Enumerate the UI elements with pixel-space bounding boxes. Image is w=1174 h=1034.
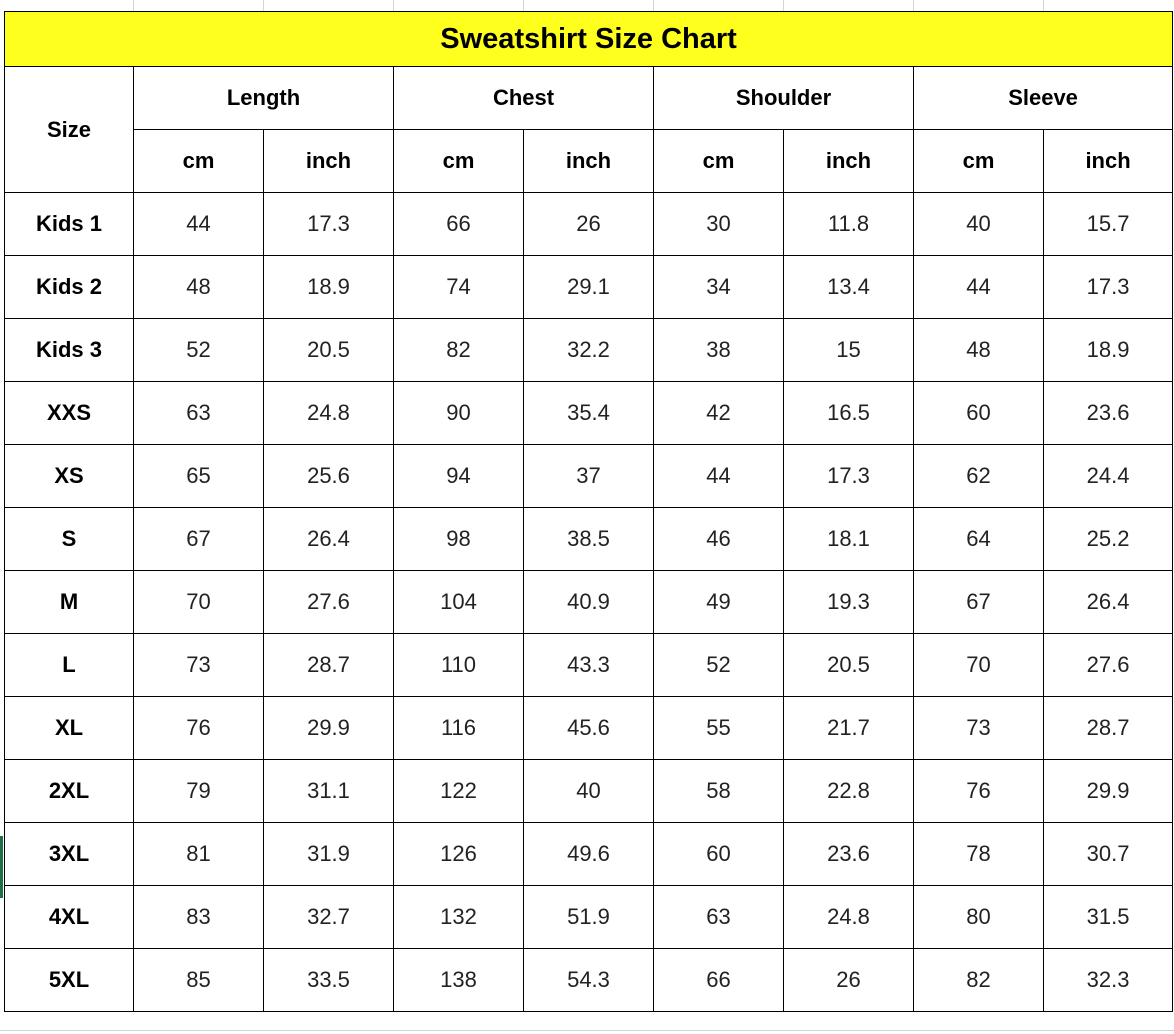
measurement-cell[interactable]: 20.5 bbox=[264, 319, 394, 382]
size-cell[interactable]: XS bbox=[5, 445, 134, 508]
measurement-cell[interactable]: 67 bbox=[134, 508, 264, 571]
table-row bbox=[5, 823, 1173, 886]
unit-header[interactable]: inch bbox=[524, 130, 654, 193]
measurement-cell[interactable]: 21.7 bbox=[784, 697, 914, 760]
size-chart-table bbox=[4, 11, 1173, 1012]
measurement-cell[interactable]: 32.2 bbox=[524, 319, 654, 382]
measurement-cell[interactable]: 25.6 bbox=[264, 445, 394, 508]
table-row bbox=[5, 697, 1173, 760]
measurement-cell[interactable]: 13.4 bbox=[784, 256, 914, 319]
table-row bbox=[5, 760, 1173, 823]
measurement-cell[interactable]: 20.5 bbox=[784, 634, 914, 697]
table-row bbox=[5, 634, 1173, 697]
size-cell[interactable]: M bbox=[5, 571, 134, 634]
measurement-cell[interactable]: 73 bbox=[914, 697, 1044, 760]
table-row bbox=[5, 886, 1173, 949]
measurement-cell[interactable]: 98 bbox=[394, 508, 524, 571]
table-row bbox=[5, 382, 1173, 445]
measurement-cell[interactable]: 18.1 bbox=[784, 508, 914, 571]
measurement-cell[interactable]: 24.8 bbox=[784, 886, 914, 949]
measurement-cell[interactable]: 76 bbox=[134, 697, 264, 760]
measurement-cell[interactable]: 26.4 bbox=[1044, 571, 1173, 634]
measurement-cell[interactable]: 64 bbox=[914, 508, 1044, 571]
measurement-cell[interactable]: 54.3 bbox=[524, 949, 654, 1012]
measurement-cell[interactable]: 23.6 bbox=[1044, 382, 1173, 445]
size-cell[interactable]: L bbox=[5, 634, 134, 697]
row-selection-marker bbox=[0, 836, 3, 898]
measurement-cell[interactable]: 132 bbox=[394, 886, 524, 949]
measurement-cell[interactable]: 76 bbox=[914, 760, 1044, 823]
measurement-cell[interactable]: 52 bbox=[134, 319, 264, 382]
unit-header[interactable]: inch bbox=[784, 130, 914, 193]
measurement-cell[interactable]: 81 bbox=[134, 823, 264, 886]
group-header-shoulder[interactable]: Shoulder bbox=[654, 67, 914, 130]
measurement-cell[interactable]: 79 bbox=[134, 760, 264, 823]
measurement-cell[interactable]: 17.3 bbox=[1044, 256, 1173, 319]
measurement-cell[interactable]: 35.4 bbox=[524, 382, 654, 445]
measurement-cell[interactable]: 27.6 bbox=[1044, 634, 1173, 697]
size-cell[interactable]: XXS bbox=[5, 382, 134, 445]
measurement-cell[interactable]: 26 bbox=[524, 193, 654, 256]
measurement-cell[interactable]: 16.5 bbox=[784, 382, 914, 445]
measurement-cell[interactable]: 48 bbox=[914, 319, 1044, 382]
measurement-cell[interactable]: 29.9 bbox=[1044, 760, 1173, 823]
measurement-cell[interactable]: 60 bbox=[914, 382, 1044, 445]
measurement-cell[interactable]: 45.6 bbox=[524, 697, 654, 760]
measurement-cell[interactable]: 30 bbox=[654, 193, 784, 256]
table-row bbox=[5, 319, 1173, 382]
measurement-cell[interactable]: 46 bbox=[654, 508, 784, 571]
size-cell[interactable]: 4XL bbox=[5, 886, 134, 949]
measurement-cell[interactable]: 40 bbox=[524, 760, 654, 823]
measurement-cell[interactable]: 126 bbox=[394, 823, 524, 886]
measurement-cell[interactable]: 29.9 bbox=[264, 697, 394, 760]
title-row bbox=[5, 12, 1173, 67]
measurement-cell[interactable]: 67 bbox=[914, 571, 1044, 634]
measurement-cell[interactable]: 18.9 bbox=[1044, 319, 1173, 382]
measurement-cell[interactable]: 49 bbox=[654, 571, 784, 634]
measurement-cell[interactable]: 43.3 bbox=[524, 634, 654, 697]
measurement-cell[interactable]: 37 bbox=[524, 445, 654, 508]
measurement-cell[interactable]: 42 bbox=[654, 382, 784, 445]
measurement-cell[interactable]: 82 bbox=[394, 319, 524, 382]
measurement-cell[interactable]: 52 bbox=[654, 634, 784, 697]
measurement-cell[interactable]: 31.1 bbox=[264, 760, 394, 823]
unit-header[interactable]: cm bbox=[394, 130, 524, 193]
measurement-cell[interactable]: 80 bbox=[914, 886, 1044, 949]
size-cell[interactable]: 5XL bbox=[5, 949, 134, 1012]
table-row bbox=[5, 256, 1173, 319]
measurement-cell[interactable]: 110 bbox=[394, 634, 524, 697]
measurement-cell[interactable]: 15 bbox=[784, 319, 914, 382]
measurement-cell[interactable]: 58 bbox=[654, 760, 784, 823]
measurement-cell[interactable]: 104 bbox=[394, 571, 524, 634]
measurement-cell[interactable]: 11.8 bbox=[784, 193, 914, 256]
table-row bbox=[5, 445, 1173, 508]
measurement-cell[interactable]: 74 bbox=[394, 256, 524, 319]
measurement-cell[interactable]: 66 bbox=[654, 949, 784, 1012]
size-cell[interactable]: 2XL bbox=[5, 760, 134, 823]
measurement-cell[interactable]: 70 bbox=[134, 571, 264, 634]
measurement-cell[interactable]: 44 bbox=[914, 256, 1044, 319]
measurement-cell[interactable]: 40.9 bbox=[524, 571, 654, 634]
measurement-cell[interactable]: 38 bbox=[654, 319, 784, 382]
size-cell[interactable]: Kids 2 bbox=[5, 256, 134, 319]
measurement-cell[interactable]: 25.2 bbox=[1044, 508, 1173, 571]
measurement-cell[interactable]: 60 bbox=[654, 823, 784, 886]
measurement-cell[interactable]: 26 bbox=[784, 949, 914, 1012]
measurement-cell[interactable]: 116 bbox=[394, 697, 524, 760]
measurement-cell[interactable]: 73 bbox=[134, 634, 264, 697]
size-cell[interactable]: XL bbox=[5, 697, 134, 760]
measurement-cell[interactable]: 30.7 bbox=[1044, 823, 1173, 886]
measurement-cell[interactable]: 27.6 bbox=[264, 571, 394, 634]
measurement-cell[interactable]: 82 bbox=[914, 949, 1044, 1012]
measurement-cell[interactable]: 34 bbox=[654, 256, 784, 319]
measurement-cell[interactable]: 94 bbox=[394, 445, 524, 508]
group-header-length[interactable]: Length bbox=[134, 67, 394, 130]
measurement-cell[interactable]: 44 bbox=[134, 193, 264, 256]
measurement-cell[interactable]: 55 bbox=[654, 697, 784, 760]
chart-title[interactable]: Sweatshirt Size Chart bbox=[5, 12, 1173, 67]
measurement-cell[interactable]: 32.7 bbox=[264, 886, 394, 949]
table-row bbox=[5, 571, 1173, 634]
measurement-cell[interactable]: 49.6 bbox=[524, 823, 654, 886]
measurement-cell[interactable]: 32.3 bbox=[1044, 949, 1173, 1012]
group-header-sleeve[interactable]: Sleeve bbox=[914, 67, 1173, 130]
measurement-cell[interactable]: 62 bbox=[914, 445, 1044, 508]
measurement-cell[interactable]: 33.5 bbox=[264, 949, 394, 1012]
table-row bbox=[5, 949, 1173, 1012]
size-cell[interactable]: S bbox=[5, 508, 134, 571]
measurement-cell[interactable]: 24.8 bbox=[264, 382, 394, 445]
measurement-cell[interactable]: 85 bbox=[134, 949, 264, 1012]
unit-header[interactable]: inch bbox=[1044, 130, 1173, 193]
measurement-cell[interactable]: 15.7 bbox=[1044, 193, 1173, 256]
unit-header[interactable]: cm bbox=[654, 130, 784, 193]
unit-header[interactable]: cm bbox=[914, 130, 1044, 193]
measurement-cell[interactable]: 28.7 bbox=[264, 634, 394, 697]
size-cell[interactable]: Kids 3 bbox=[5, 319, 134, 382]
measurement-cell[interactable]: 19.3 bbox=[784, 571, 914, 634]
table-row bbox=[5, 193, 1173, 256]
measurement-cell[interactable]: 65 bbox=[134, 445, 264, 508]
measurement-cell[interactable]: 31.5 bbox=[1044, 886, 1173, 949]
table-row bbox=[5, 508, 1173, 571]
size-cell[interactable]: Kids 1 bbox=[5, 193, 134, 256]
measurement-cell[interactable]: 48 bbox=[134, 256, 264, 319]
measurement-cell[interactable]: 29.1 bbox=[524, 256, 654, 319]
measurement-cell[interactable]: 28.7 bbox=[1044, 697, 1173, 760]
unit-header-row bbox=[5, 130, 1173, 193]
group-header-chest[interactable]: Chest bbox=[394, 67, 654, 130]
unit-header[interactable]: inch bbox=[264, 130, 394, 193]
measurement-cell[interactable]: 78 bbox=[914, 823, 1044, 886]
measurement-cell[interactable]: 66 bbox=[394, 193, 524, 256]
size-cell[interactable]: 3XL bbox=[5, 823, 134, 886]
measurement-cell[interactable]: 22.8 bbox=[784, 760, 914, 823]
measurement-cell[interactable]: 38.5 bbox=[524, 508, 654, 571]
group-header-row bbox=[5, 67, 1173, 130]
measurement-cell[interactable]: 17.3 bbox=[784, 445, 914, 508]
measurement-cell[interactable]: 63 bbox=[134, 382, 264, 445]
measurement-cell[interactable]: 24.4 bbox=[1044, 445, 1173, 508]
measurement-cell[interactable]: 31.9 bbox=[264, 823, 394, 886]
measurement-cell[interactable]: 17.3 bbox=[264, 193, 394, 256]
measurement-cell[interactable]: 90 bbox=[394, 382, 524, 445]
measurement-cell[interactable]: 63 bbox=[654, 886, 784, 949]
measurement-cell[interactable]: 40 bbox=[914, 193, 1044, 256]
measurement-cell[interactable]: 51.9 bbox=[524, 886, 654, 949]
measurement-cell[interactable]: 23.6 bbox=[784, 823, 914, 886]
measurement-cell[interactable]: 44 bbox=[654, 445, 784, 508]
unit-header[interactable]: cm bbox=[134, 130, 264, 193]
measurement-cell[interactable]: 83 bbox=[134, 886, 264, 949]
measurement-cell[interactable]: 122 bbox=[394, 760, 524, 823]
measurement-cell[interactable]: 138 bbox=[394, 949, 524, 1012]
measurement-cell[interactable]: 70 bbox=[914, 634, 1044, 697]
size-header[interactable]: Size bbox=[5, 67, 134, 193]
measurement-cell[interactable]: 18.9 bbox=[264, 256, 394, 319]
measurement-cell[interactable]: 26.4 bbox=[264, 508, 394, 571]
